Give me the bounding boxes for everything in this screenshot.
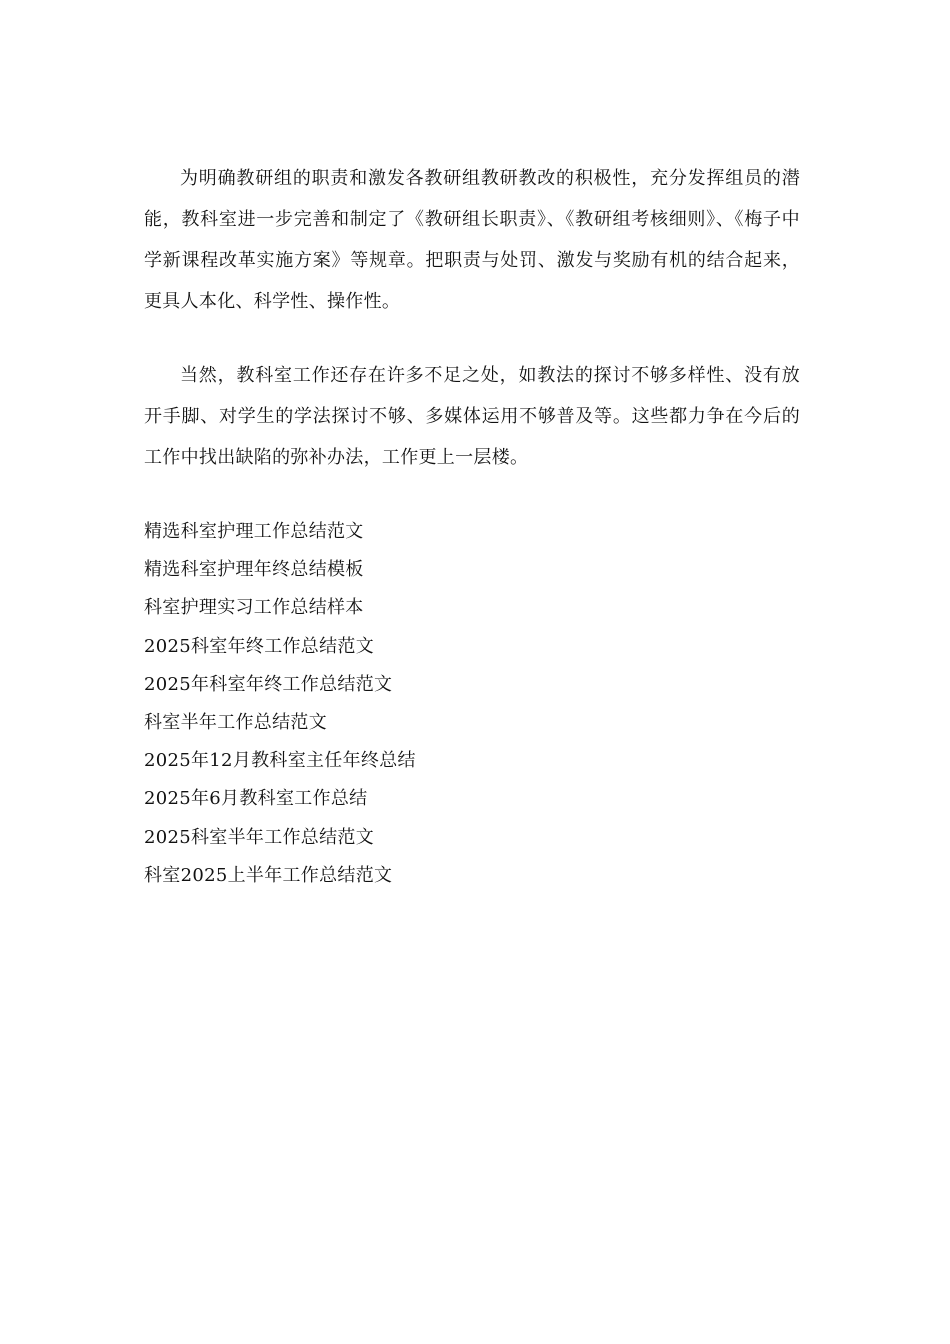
related-link-9[interactable]: 2025科室半年工作总结范文	[144, 826, 375, 848]
related-link-4[interactable]: 2025科室年终工作总结范文	[144, 635, 375, 657]
document-body	[144, 158, 800, 911]
paragraph-1: 为明确教研组的职责和激发各教研组教研教改的积极性，充分发挥组员的潜能，教科室进一步完善和制定了《教研组长职责》、《教研组考核细则》、《梅子中学新课程改革实施方案》等规章。把职责与处罚、激发与奖励有机的结合起来，更具人本化、科学性、操作性。	[144, 168, 800, 312]
related-link-2[interactable]: 精选科室护理年终总结模板	[144, 559, 364, 581]
related-link-3[interactable]: 科室护理实习工作总结样本	[144, 597, 364, 619]
related-link-6[interactable]: 科室半年工作总结范文	[144, 712, 327, 734]
related-links-list	[144, 513, 800, 895]
paragraph-2: 当然，教科室工作还存在许多不足之处，如教法的探讨不够多样性、没有放开手脚、对学生的学法探讨不够、多媒体运用不够普及等。这些都力争在今后的工作中找出缺陷的弥补办法，工作更上一层楼。	[144, 365, 800, 468]
related-link-5[interactable]: 2025年科室年终工作总结范文	[144, 673, 393, 695]
related-link-7[interactable]: 2025年12月教科室主任年终总结	[144, 750, 416, 772]
related-link-8[interactable]: 2025年6月教科室工作总结	[144, 788, 368, 810]
related-link-10[interactable]: 科室2025上半年工作总结范文	[144, 864, 393, 886]
related-link-1[interactable]: 精选科室护理工作总结范文	[144, 521, 364, 542]
